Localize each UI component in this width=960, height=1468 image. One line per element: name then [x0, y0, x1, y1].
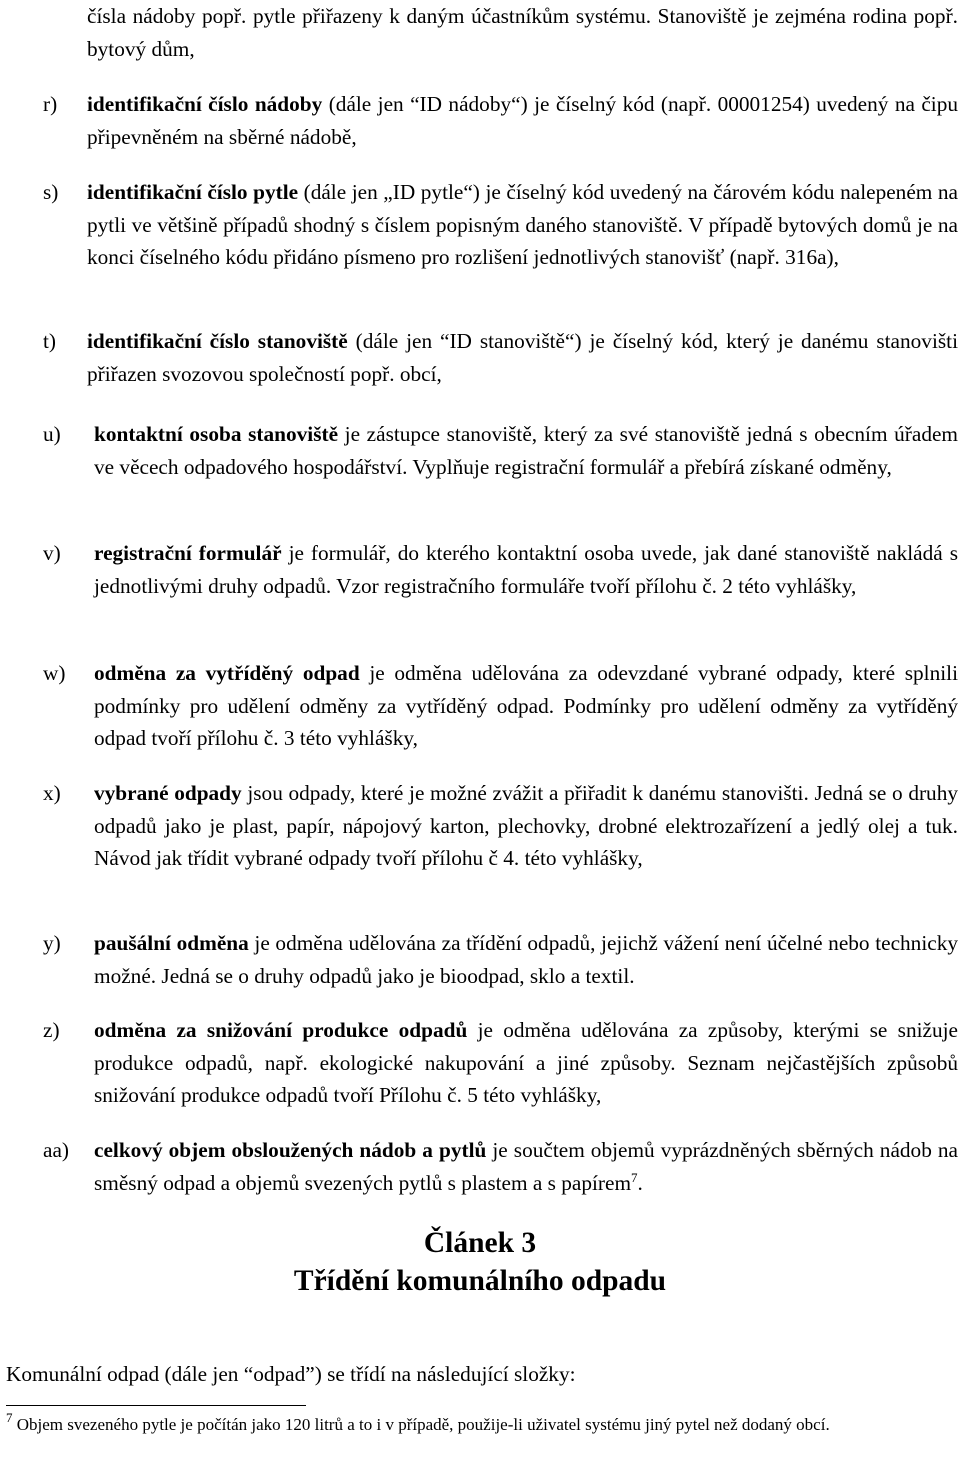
definition-letter: aa): [43, 1138, 69, 1162]
intro-sentence: Komunální odpad (dále jen “odpad”) se třídí na následující složky:: [6, 1362, 576, 1386]
definition-term: kontaktní osoba stanoviště: [94, 422, 339, 446]
definition-term: celkový objem obsloužených nádob a pytlů: [94, 1138, 487, 1162]
definition-body: [87, 88, 958, 153]
article-title: Třídění komunálního odpadu: [293, 1265, 667, 1297]
definition-text: je odměna udělována za odevzdané vybrané odpady, které splnili podmínky pro udělení odměny za vytříděný odpad. Podmínky pro udělení odměny za vytříděný odpad tvoří přílohu č. 3 této vyhlášky,: [94, 661, 958, 750]
definition-text: jsou odpady, které je možné zvážit a přiřadit k danému stanovišti. Jedná se o druhy odpadů jako je plast, papír, nápojový karton, plechovky, drobné elektrozařízení a jedlý olej a tuk. Návod jak třídit vybrané odpady tvoří přílohu č 4. této vyhlášky,: [94, 781, 958, 870]
article-number: Článek 3: [423, 1227, 537, 1259]
definition-letter: s): [43, 180, 59, 204]
definition-text: (dále jen “ID nádoby“) je číselný kód (např. 00001254) uvedený na čipu připevněném na sběrné nádobě,: [87, 92, 958, 149]
definition-body: [87, 176, 958, 274]
definition-body: [87, 325, 958, 390]
definition-letter: v): [43, 541, 61, 565]
definition-tail: .: [637, 1170, 643, 1195]
definition-text: je odměna udělována za způsoby, kterými se snižuje produkce odpadů, např. ekologické nakupování a jiné způsoby. Seznam nejčastějších způsobů snižování produkce odpadů tvoří Přílohu č. 5 této vyhlášky,: [94, 1018, 958, 1107]
definition-body: [94, 657, 958, 755]
definition-letter: r): [43, 92, 58, 116]
continuation-paragraph: čísla nádoby popř. pytle přiřazeny k daným účastníkům systému. Stanoviště je zejména rodina popř. bytový dům,: [87, 4, 958, 61]
definition-text: (dále jen “ID stanoviště“) je číselný kód, který je danému stanovišti přiřazen svozovou společností popř. obcí,: [87, 329, 958, 386]
definition-term: odměna za snižování produkce odpadů: [94, 1018, 468, 1042]
definition-body: [94, 927, 958, 992]
definition-term: paušální odměna: [94, 931, 249, 955]
definition-letter: x): [43, 781, 61, 805]
definition-letter: t): [43, 329, 57, 353]
definition-body: [94, 1014, 958, 1112]
definition-term: identifikační číslo stanoviště: [87, 329, 348, 353]
definition-term: identifikační číslo nádoby: [87, 92, 323, 116]
footnote-mark: 7: [6, 1410, 13, 1425]
definition-body: [94, 537, 958, 602]
definition-body: [94, 418, 958, 483]
definition-term: registrační formulář: [94, 541, 282, 565]
definition-term: vybrané odpady: [94, 781, 242, 805]
footnote-text: Objem svezeného pytle je počítán jako 120 litrů a to i v případě, použije-li uživatel systému jiný pytel než dodaný obcí.: [12, 1415, 830, 1434]
definition-text: je součtem objemů vyprázdněných sběrných nádob na směsný odpad a objemů svezených pytlů s plastem a s papírem: [94, 1138, 958, 1195]
definition-text: (dále jen „ID pytle“) je číselný kód uvedený na čárovém kódu nalepeném na pytli ve většině případů shodný s číslem popisným daného stanoviště. V případě bytových domů je na konci číselného kódu přidáno písmeno pro rozlišení jednotlivých stanovišť (např. 316a),: [87, 180, 958, 269]
definition-letter: y): [43, 931, 61, 955]
footnote-reference: 7: [631, 1169, 638, 1185]
definition-letter: u): [43, 422, 61, 446]
definition-body: [94, 1134, 958, 1199]
definition-text: je zástupce stanoviště, který za své stanoviště jedná s obecním úřadem ve věcech odpadového hospodářství. Vyplňuje registrační formulář a přebírá získané odměny,: [94, 422, 958, 479]
definition-term: identifikační číslo pytle: [87, 180, 299, 204]
definition-body: [94, 777, 958, 875]
definition-term: odměna za vytříděný odpad: [94, 661, 360, 685]
definition-text: je formulář, do kterého kontaktní osoba uvede, jak dané stanoviště nakládá s jednotlivými druhy odpadů. Vzor registračního formuláře tvoří přílohu č. 2 této vyhlášky,: [94, 541, 958, 598]
definition-text: je odměna udělována za třídění odpadů, jejichž vážení není účelné nebo technicky možné. Jedná se o druhy odpadů jako je bioodpad, sklo a textil.: [94, 931, 958, 988]
footnote-separator: [6, 1405, 306, 1406]
footnote: [6, 1410, 936, 1437]
definition-letter: z): [43, 1018, 60, 1042]
definition-letter: w): [43, 661, 66, 685]
